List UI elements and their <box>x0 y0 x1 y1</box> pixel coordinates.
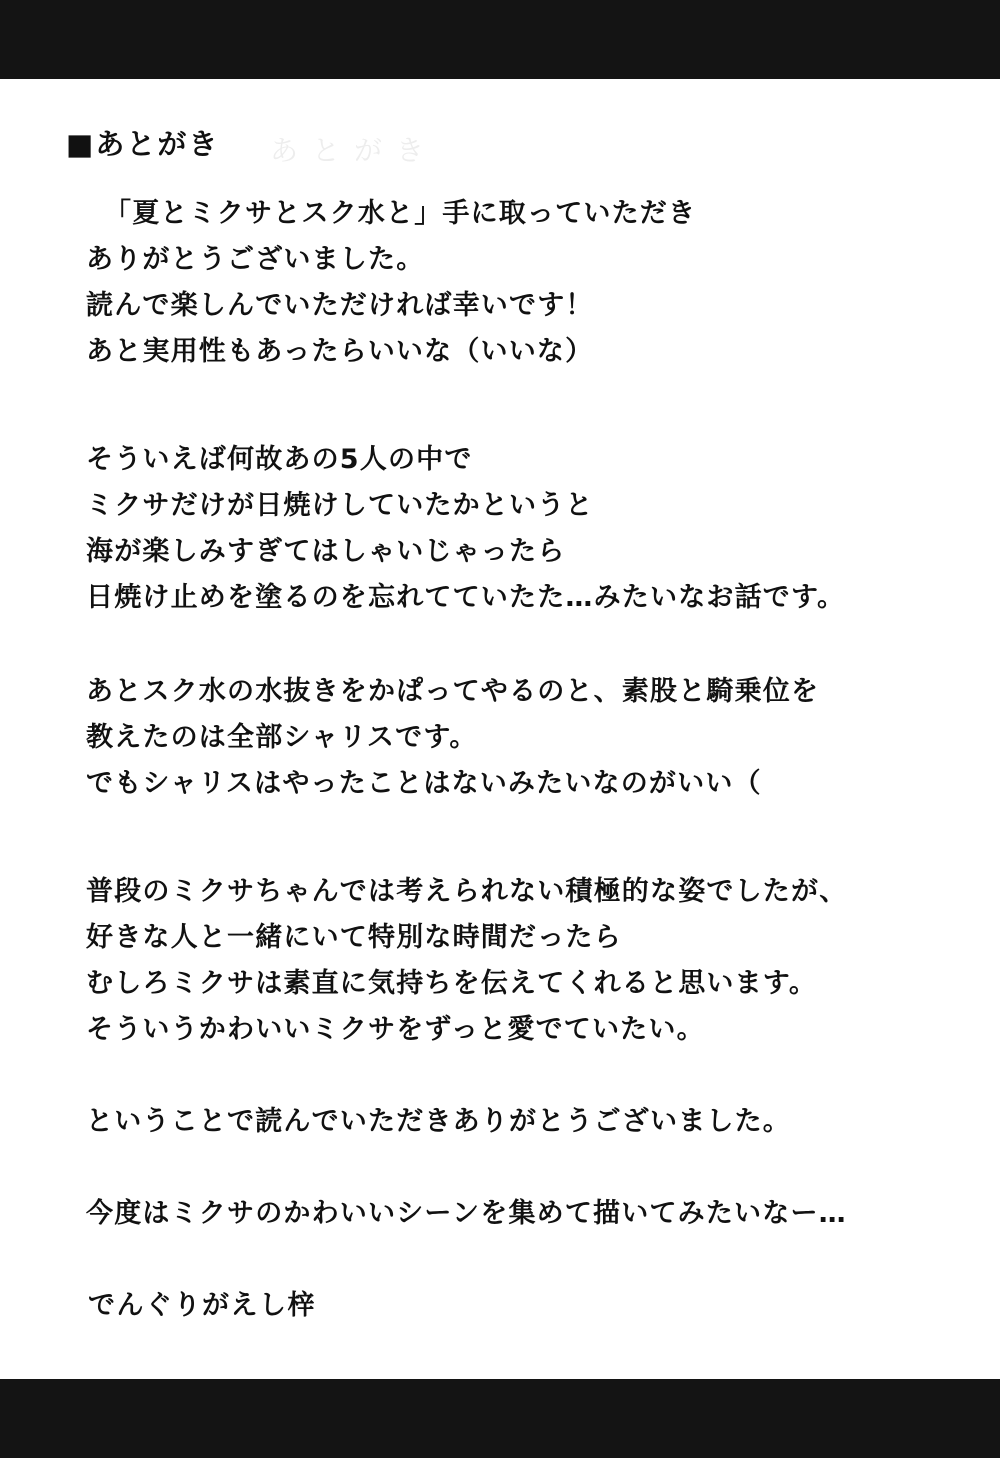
paragraph-thanks <box>86 1099 946 1145</box>
top-black-band <box>0 0 1000 72</box>
paragraph-line: 教えたのは全部シャリスです。 <box>86 722 478 753</box>
paragraph-line: ミクサだけが日焼けしていたかというと <box>86 490 594 521</box>
paragraph-line: そういえば何故あの5人の中で <box>86 444 473 475</box>
page-content <box>0 79 1000 1379</box>
paragraph-mikusa <box>86 869 946 1053</box>
paragraph-line: 好きな人と一緒にいて特別な時間だったら <box>86 922 622 953</box>
paragraph-next-time <box>86 1191 946 1237</box>
paragraph-line: 読んで楽しんでいただければ幸いです！ <box>86 290 594 321</box>
paragraph-line: そういうかわいいミクサをずっと愛でていたい。 <box>86 1014 705 1045</box>
bottom-rule <box>0 1379 1000 1386</box>
paragraph-line: 日焼け止めを塗るのを忘れてていたた…みたいなお話です。 <box>86 582 846 613</box>
paragraph-line: 普段のミクサちゃんでは考えられない積極的な姿でしたが、 <box>86 876 848 907</box>
paragraph-line: 今度はミクサのかわいいシーンを集めて描いてみたいなー… <box>86 1198 847 1229</box>
bottom-black-band <box>0 1386 1000 1458</box>
top-rule <box>0 72 1000 79</box>
author-signature: でんぐりがえし梓 <box>88 1290 316 1321</box>
paragraph-charis <box>86 669 946 807</box>
showthrough-ghost-text: あとがき <box>270 134 439 167</box>
paragraph-line: ということで読んでいただきありがとうございました。 <box>86 1106 791 1137</box>
paragraph-line: でもシャリスはやったことはないみたいなのがいい（ <box>86 768 762 799</box>
paragraph-line: あとスク水の水抜きをかぱってやるのと、素股と騎乗位を <box>86 676 820 707</box>
paragraph-line: むしろミクサは素直に気持ちを伝えてくれると思います。 <box>86 968 818 999</box>
paragraph-line: ありがとうございました。 <box>86 244 425 275</box>
paragraph-line: 「夏とミクサとスク水と」手に取っていただき <box>104 198 697 229</box>
paragraph-line: 海が楽しみすぎてはしゃいじゃったら <box>86 536 566 567</box>
paragraph-tan-lines <box>86 437 946 621</box>
page-title: ■あとがき <box>66 127 220 161</box>
paragraph-line: あと実用性もあったらいいな（いいな） <box>86 336 594 367</box>
paragraph-intro <box>86 191 946 375</box>
